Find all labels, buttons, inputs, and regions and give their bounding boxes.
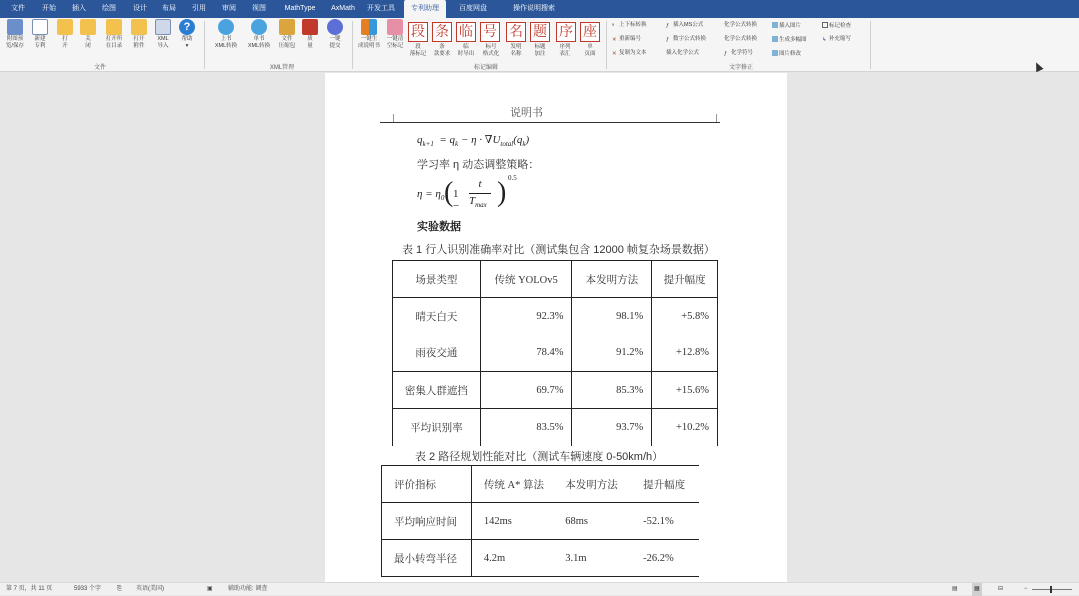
eraser-icon xyxy=(387,19,403,35)
table-header-cell: 传统 YOLOv5 xyxy=(480,261,572,298)
formula-icon: ƒ xyxy=(666,37,670,43)
table-cell: 3.1m xyxy=(565,552,587,564)
header-rule xyxy=(380,122,720,123)
table-header-cell: 场景类型 xyxy=(393,261,481,298)
image-icon xyxy=(772,36,778,42)
ribbon-tab-bar xyxy=(0,0,1079,18)
renumber-button[interactable]: ✕ 重新编号 xyxy=(612,36,642,43)
learning-rate-text: 学习率 η 动态调整策略： xyxy=(417,159,540,171)
tab-6[interactable]: 布局 xyxy=(162,5,176,12)
table-cell: -26.2% xyxy=(643,552,674,564)
invention-name-icon[interactable]: 名 xyxy=(506,22,526,42)
claim-tag-label: 条 款要求 xyxy=(433,44,451,57)
table-cell: 142ms xyxy=(483,515,512,527)
table-header-cell: 评价指标 xyxy=(382,466,472,503)
generate-spec-button[interactable]: 一键生 成说明书 xyxy=(356,19,382,59)
folder-open-icon xyxy=(57,19,73,35)
table-cell: 69.7% xyxy=(480,372,572,409)
table-header-cell: 提升幅度 xyxy=(652,261,718,298)
open-directory-button[interactable]: 打开所 在目录 xyxy=(102,19,126,59)
table1-caption: 表 1 行人识别准确率对比（测试集包含 12000 帧复杂场景数据） xyxy=(402,244,715,256)
word-count[interactable]: 5933 个字 xyxy=(74,586,102,592)
path-planning-table xyxy=(381,465,699,577)
tab-11[interactable]: AxMath xyxy=(331,5,355,12)
arrow-icon: ↳ xyxy=(822,37,827,43)
x-icon: ✕ xyxy=(612,51,617,57)
multi-figure-button[interactable]: 生成多幅图 xyxy=(772,36,807,44)
table-cell: 85.3% xyxy=(572,372,652,409)
table-cell: +5.8% xyxy=(652,298,718,335)
tab-8[interactable]: 审阅 xyxy=(222,5,236,12)
table-cell: 晴天白天 xyxy=(393,298,481,335)
title-note-label: 标题 加注 xyxy=(534,44,546,57)
table-cell: +15.6% xyxy=(652,372,718,409)
tab-14[interactable]: 百度网盘 xyxy=(459,5,487,12)
zip-file-button[interactable]: 文件 压缩包 xyxy=(276,19,298,59)
temp-export-label: 临 时导出 xyxy=(457,44,475,57)
invention-name-label: 发明 名称 xyxy=(510,44,522,57)
single-xml-convert-button[interactable]: 单书 XML转换 xyxy=(243,19,275,59)
fill-abbrev-button[interactable]: ↳ 补充缩写 xyxy=(822,36,852,43)
tab-1[interactable]: 文件 xyxy=(11,5,25,12)
print-layout-icon[interactable]: ▦ xyxy=(972,583,982,596)
web-layout-icon[interactable]: ⊟ xyxy=(998,586,1004,592)
tab-10[interactable]: MathType xyxy=(284,5,316,12)
preview-icon xyxy=(7,19,23,35)
tab-3[interactable]: 插入 xyxy=(72,5,86,12)
xml-convert-icon xyxy=(251,19,267,35)
xml-group-label: XML管理 xyxy=(269,65,295,71)
import-icon xyxy=(155,19,171,35)
number-format-icon[interactable]: 号 xyxy=(480,22,500,42)
chem-formula-convert-button-2[interactable]: 化学公式转换 xyxy=(724,36,758,42)
zoom-slider-thumb[interactable] xyxy=(1050,586,1052,593)
tab-5[interactable]: 设计 xyxy=(133,5,147,12)
table-row xyxy=(393,372,718,409)
table-header-cell: 提升幅度 xyxy=(643,479,686,491)
chem-symbol-button[interactable]: ƒ 化学符号 xyxy=(724,50,754,57)
zoom-slider[interactable] xyxy=(1032,589,1072,590)
table-cell: -52.1% xyxy=(643,515,674,527)
header-text: 说明书 xyxy=(510,107,543,119)
number-format-label: 标号 格式化 xyxy=(482,44,500,57)
document-page[interactable]: 说明书 $q_{k+1} = q_k - \eta \cdot \nabla U_{total}(q_k)$ 学习率 η 动态调整策略： $\eta = \eta_0$ ( 1 − t $T_{max}$ ) 0.5 实验数据 表 1 行人识别准确率对比（测试集包含 12000 帧复杂场景数据） 场景类型 传统 YOLOv5 本发明方法 提升幅度 晴天白天 92.3% 98.1% +5.8% 雨夜交通 78.4% 91.2% +12.8% 密集人群遮挡 69.7% 85.3% +15.6% 平均识别率 83.5% 93.7% +10.2% 表 2 路径规划性能对比（测试车辆速度 0-50km/h） 评价指标 传统 A* 算法 本发明方法 提升幅度 平均响应时间 142ms 68ms -52.1% 最小转弯半径 4.2m 3.1m -26.2% xyxy=(325,73,787,582)
group-separator xyxy=(606,21,607,69)
copy-text-button[interactable]: ✕ 复制为文本 xyxy=(612,50,647,57)
table-cell: 平均识别率 xyxy=(393,409,481,446)
grid-icon xyxy=(361,19,377,35)
table-row xyxy=(382,540,700,577)
tab-15[interactable]: 操作说明搜索 xyxy=(513,5,555,12)
table-cell: 平均响应时间 xyxy=(382,503,472,540)
zoom-out-icon[interactable]: − xyxy=(1024,586,1028,592)
table-cell: 83.5% xyxy=(480,409,572,446)
image-icon xyxy=(772,50,778,56)
sequence-icon[interactable]: 序 xyxy=(556,22,576,42)
table-header-row xyxy=(393,261,718,298)
focus-mode-icon[interactable]: ▤ xyxy=(952,586,958,592)
figure-preview-button[interactable]: 附图预 览/保存 xyxy=(3,19,27,59)
table-cell: 最小转弯半径 xyxy=(382,540,472,577)
checkbox-icon xyxy=(822,22,828,28)
title-note-icon[interactable]: 题 xyxy=(530,22,550,42)
table-cell: 密集人群遮挡 xyxy=(393,372,481,409)
tab-9[interactable]: 视图 xyxy=(252,5,266,12)
table-header-row xyxy=(382,466,700,503)
new-document-icon xyxy=(32,19,48,35)
tab-2[interactable]: 开始 xyxy=(42,5,56,12)
pdf-icon xyxy=(302,19,318,35)
group-separator xyxy=(870,21,871,69)
header-rule-left-corner xyxy=(393,114,394,122)
single-page-icon[interactable]: 座 xyxy=(580,22,600,42)
tab-4[interactable]: 绘图 xyxy=(102,5,116,12)
upper-xml-convert-button[interactable]: 上书 XML转换 xyxy=(210,19,242,59)
formula-icon: ƒ xyxy=(666,23,670,29)
tag-check-button[interactable]: 标记检查 xyxy=(822,22,851,30)
status-bar xyxy=(0,582,1079,595)
help-icon: ? xyxy=(179,19,195,35)
tab-12[interactable]: 开发工具 xyxy=(367,5,395,12)
new-patent-button[interactable]: 新建 专利 xyxy=(30,19,50,59)
table-cell: 68ms xyxy=(565,515,589,527)
open-attachment-button[interactable]: 打开 附件 xyxy=(128,19,150,59)
paragraph-tag-icon[interactable]: 段 xyxy=(408,22,428,42)
group-separator xyxy=(352,21,353,69)
proofing-icon[interactable]: ⎘ xyxy=(117,586,122,592)
accuracy-table xyxy=(392,260,718,446)
claim-tag-icon[interactable]: 条 xyxy=(432,22,452,42)
image-edit-button[interactable]: 图片修改 xyxy=(772,50,801,58)
ribbon-toolbar xyxy=(0,18,1079,72)
table-header-cell: 本发明方法 xyxy=(572,261,652,298)
table-cell: +10.2% xyxy=(652,409,718,446)
insert-image-button[interactable]: 插入图片 xyxy=(772,22,801,30)
x-icon: ✕ xyxy=(612,37,617,43)
superscript-icon: ᵃ xyxy=(612,23,615,29)
paragraph-tag-label: 段 落标记 xyxy=(409,44,427,57)
macro-icon[interactable]: ▣ xyxy=(207,586,213,592)
folder-icon xyxy=(106,19,122,35)
update-formula: $q_{k+1} = q_k - \eta \cdot \nabla U_{total}(q_k)$ xyxy=(417,134,530,149)
accessibility-status[interactable]: 辅助功能: 调查 xyxy=(228,586,268,592)
tab-13[interactable]: 专利助理 xyxy=(404,0,446,18)
table-cell: 98.1% xyxy=(572,298,652,335)
one-click-submit-button[interactable]: 一键 提交 xyxy=(324,19,346,59)
sequence-label: 序列 表汇 xyxy=(559,44,571,57)
table-cell: 4.2m xyxy=(483,552,506,564)
table-cell: 93.7% xyxy=(572,409,652,446)
xml-import-button[interactable]: XML 导入 xyxy=(153,19,173,59)
close-button[interactable]: 关 闭 xyxy=(79,19,97,59)
text-group-label: 文字修正 xyxy=(728,65,753,71)
single-page-label: 单 页面 xyxy=(584,44,596,57)
table-cell: 91.2% xyxy=(572,335,652,372)
image-icon xyxy=(772,22,778,28)
superscript-convert-button[interactable]: ᵃ 上下标转换 xyxy=(612,22,647,29)
group-separator xyxy=(204,21,205,69)
tab-7[interactable]: 引用 xyxy=(192,5,206,12)
help-button[interactable]: ? 帮助 ▾ xyxy=(177,19,197,59)
folder-icon xyxy=(131,19,147,35)
folder-close-icon xyxy=(80,19,96,35)
mouse-cursor-icon xyxy=(1032,61,1043,73)
table-row xyxy=(393,298,718,335)
insert-chem-formula-button[interactable]: 插入化学公式 xyxy=(666,50,700,56)
table-row xyxy=(393,409,718,446)
formula-icon: ƒ xyxy=(724,51,728,57)
temp-export-icon[interactable]: 临 xyxy=(456,22,476,42)
page-count[interactable]: 第 7 页，共 11 页 xyxy=(6,586,53,592)
table-cell: 92.3% xyxy=(480,298,572,335)
submit-icon xyxy=(327,19,343,35)
open-button[interactable]: 打 开 xyxy=(56,19,74,59)
header-rule-right-corner xyxy=(716,114,717,122)
table-cell: 雨夜交通 xyxy=(393,335,481,372)
math-formula-convert-button[interactable]: ƒ 数字公式转换 xyxy=(666,36,707,43)
quality-button[interactable]: 质 量 xyxy=(302,19,318,59)
file-group-label: 文件 xyxy=(93,65,106,71)
tag-group-label: 标记编辑 xyxy=(473,65,498,71)
xml-convert-icon xyxy=(218,19,234,35)
table2-caption: 表 2 路径规划性能对比（测试车辆速度 0-50km/h） xyxy=(415,451,664,463)
section-title: 实验数据 xyxy=(417,221,461,233)
table-cell: 78.4% xyxy=(480,335,572,372)
table-cell: +12.8% xyxy=(652,335,718,372)
table-row xyxy=(382,503,700,540)
table-row xyxy=(393,335,718,372)
language[interactable]: 英语(美国) xyxy=(136,586,164,592)
clear-tags-button[interactable]: 一键清 空标记 xyxy=(382,19,408,59)
chem-formula-convert-button[interactable]: 化学公式转换 xyxy=(724,22,758,28)
insert-ms-formula-button[interactable]: ƒ 插入MS公式 xyxy=(666,22,704,29)
table-header-cell: 传统 A* 算法 xyxy=(483,479,544,491)
table-header-cell: 本发明方法 xyxy=(565,479,618,491)
archive-icon xyxy=(279,19,295,35)
